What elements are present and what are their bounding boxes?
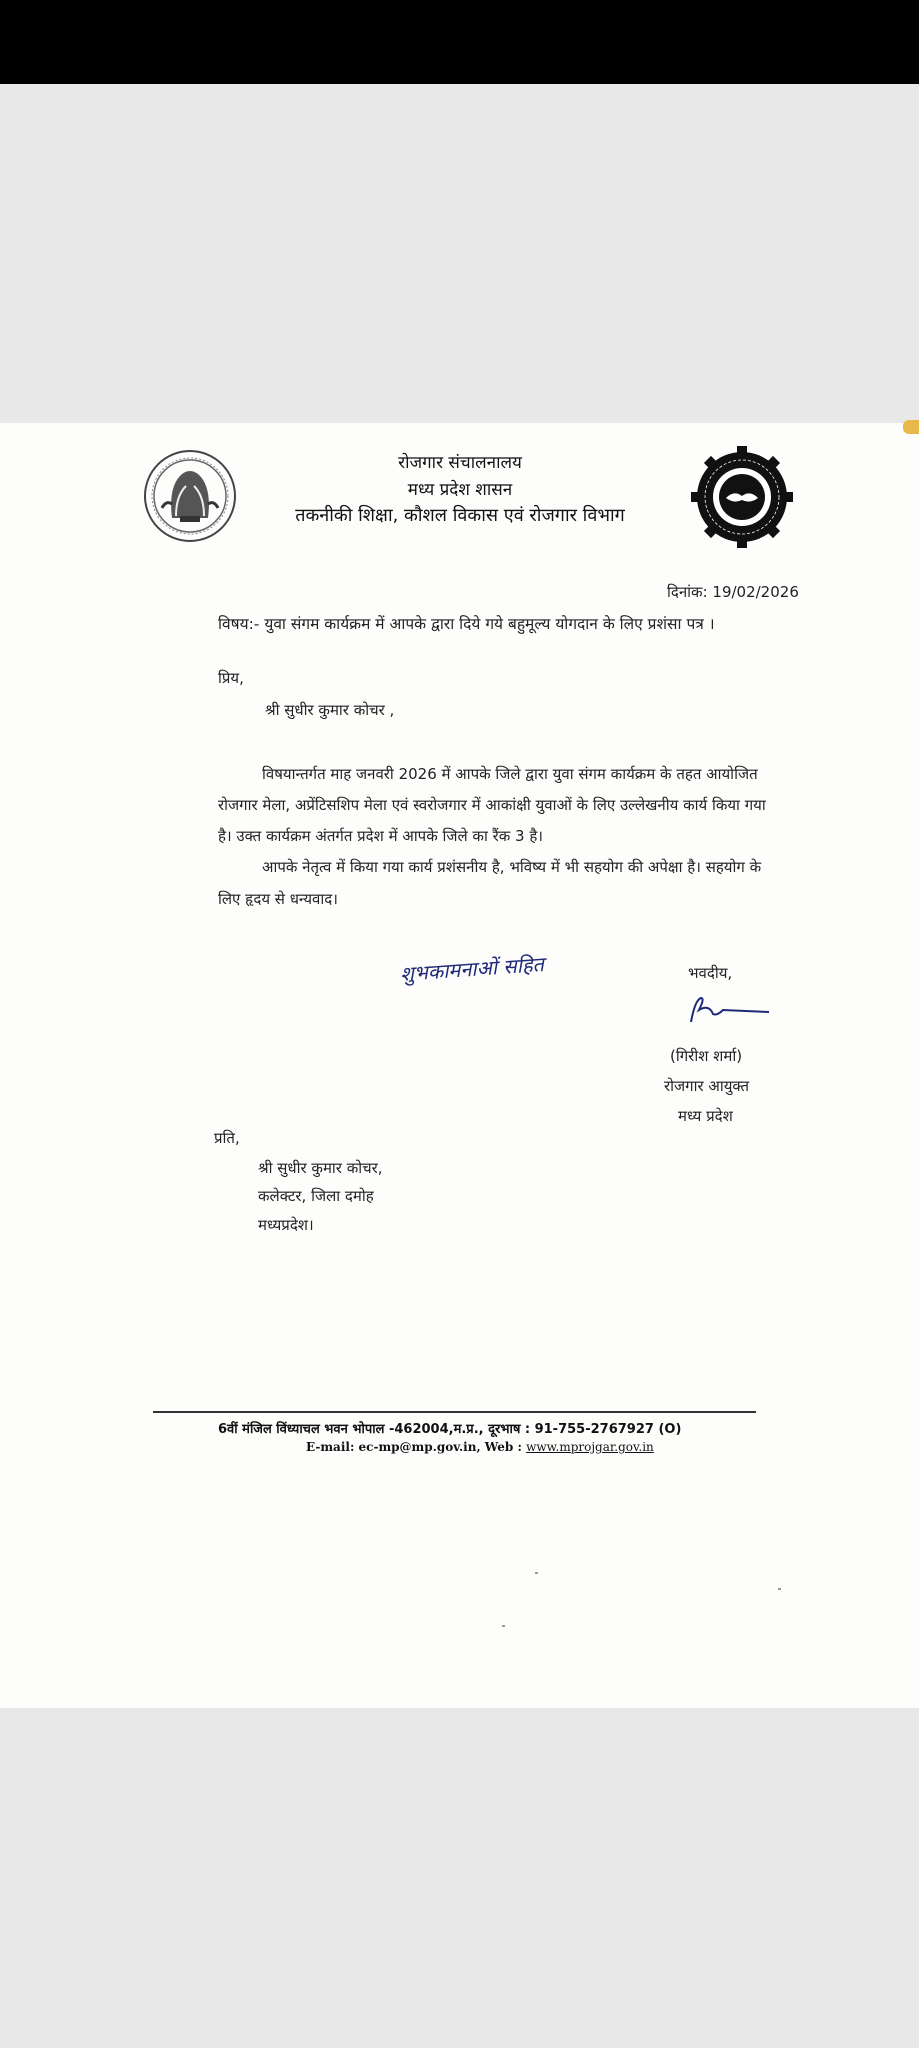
signature-image bbox=[683, 994, 773, 1026]
paper-speck bbox=[535, 1572, 538, 1574]
top-black-bar bbox=[0, 0, 919, 84]
body-p2-line1: आपके नेतृत्व में किया गया कार्य प्रशंसनीय है, भविष्य में भी सहयोग की अपेक्षा है। सहयोग के bbox=[262, 858, 762, 876]
footer-address: 6वीं मंजिल विंध्याचल भवन भोपाल -462004,म.प्र., दूरभाष : 91-755-2767927 (O) bbox=[218, 1422, 682, 1437]
signatory-name: (गिरीश शर्मा) bbox=[670, 1047, 743, 1065]
letter-date: दिनांक: 19/02/2026 bbox=[667, 583, 799, 601]
header-ministry: तकनीकी शिक्षा, कौशल विकास एवं रोजगार विभाग bbox=[295, 505, 625, 526]
salutation: प्रिय, bbox=[218, 669, 244, 687]
mp-emblem-logo bbox=[142, 446, 238, 546]
page-edge-tab bbox=[903, 420, 919, 434]
recipient-post: कलेक्टर, जिला दमोह bbox=[258, 1187, 374, 1205]
recipient-label: प्रति, bbox=[214, 1129, 240, 1147]
handwritten-greeting: शुभकामनाओं सहित bbox=[399, 952, 545, 986]
recipient-state: मध्यप्रदेश। bbox=[258, 1216, 314, 1234]
letter-subject: विषय:- युवा संगम कार्यक्रम में आपके द्वारा दिये गये बहुमूल्य योगदान के लिए प्रशंसा पत्र । bbox=[218, 615, 715, 633]
body-p1-line2: रोजगार मेला, अप्रेंटिसशिप मेला एवं स्वरोजगार में आकांक्षी युवाओं के लिए उल्लेखनीय कार्य किया गया bbox=[218, 796, 766, 814]
footer-email: E-mail: ec-mp@mp.gov.in, Web : bbox=[306, 1440, 527, 1454]
paper-speck bbox=[502, 1625, 505, 1627]
addressee-name: श्री सुधीर कुमार कोचर , bbox=[265, 701, 395, 719]
header-government: मध्य प्रदेश शासन bbox=[407, 480, 513, 500]
recipient-name: श्री सुधीर कुमार कोचर, bbox=[258, 1159, 383, 1177]
footer-divider bbox=[153, 1411, 756, 1413]
signatory-state: मध्य प्रदेश bbox=[678, 1107, 733, 1125]
header-department: रोजगार संचालनालय bbox=[398, 453, 522, 473]
employment-service-gear-logo bbox=[690, 442, 794, 552]
footer-web-link[interactable]: www.mprojgar.gov.in bbox=[526, 1440, 654, 1454]
footer-contact bbox=[306, 1440, 654, 1454]
body-p2-line2: लिए हृदय से धन्यवाद। bbox=[218, 890, 338, 908]
paper-speck bbox=[778, 1588, 781, 1590]
closing-yours: भवदीय, bbox=[688, 964, 733, 982]
body-p1-line1: विषयान्तर्गत माह जनवरी 2026 में आपके जिले द्वारा युवा संगम कार्यक्रम के तहत आयोजित bbox=[262, 765, 758, 783]
body-p1-line3: है। उक्त कार्यक्रम अंतर्गत प्रदेश में आपके जिले का रैंक 3 है। bbox=[218, 827, 543, 845]
signatory-designation: रोजगार आयुक्त bbox=[664, 1077, 750, 1095]
